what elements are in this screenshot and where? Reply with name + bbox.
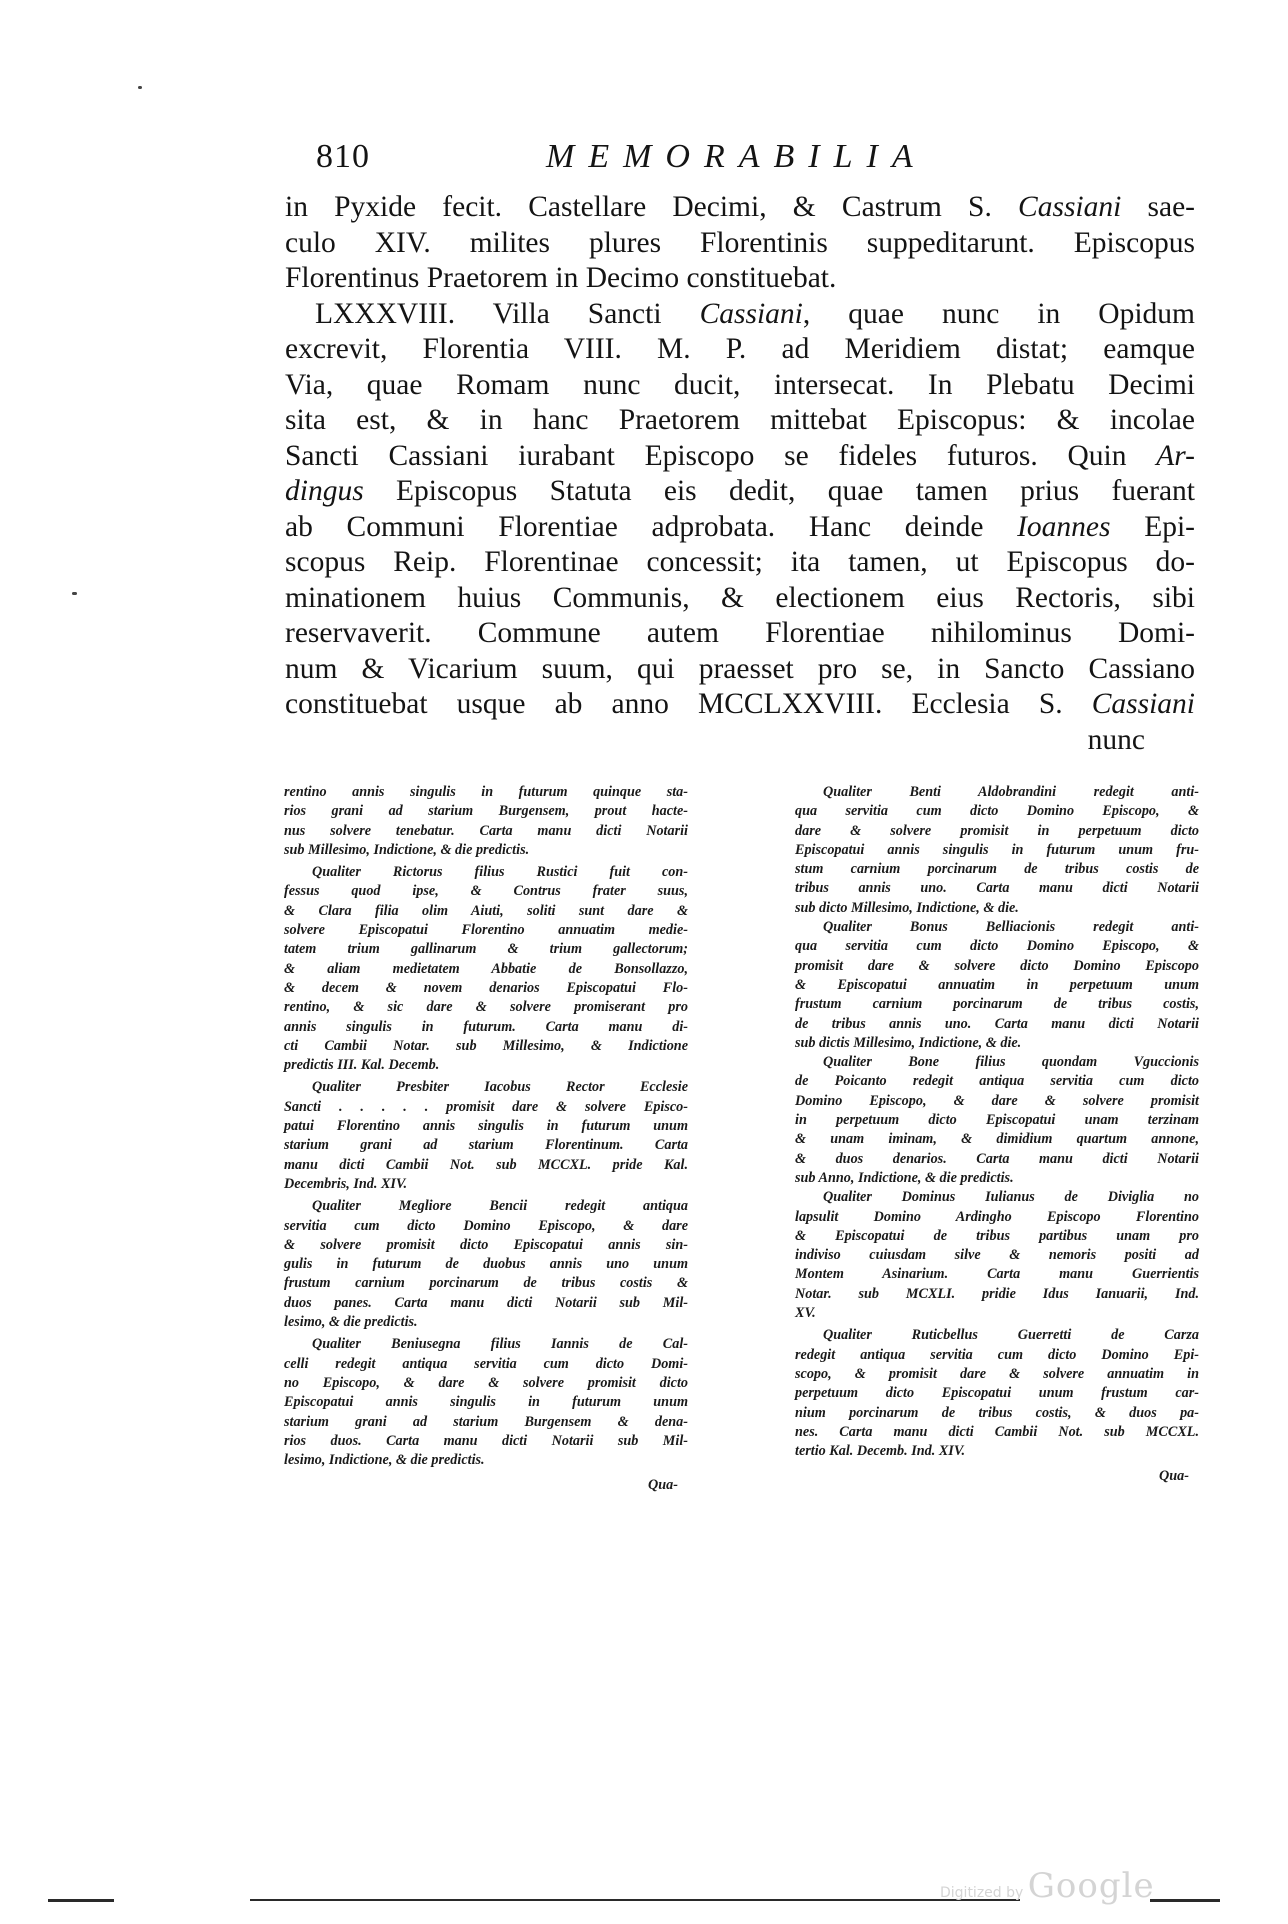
- footnote-line: Qualiter Presbiter Iacobus Rector Ecclesie: [312, 1079, 688, 1096]
- footnote-line: Qualiter Rictorus filius Rustici fuit con-: [312, 864, 688, 881]
- footnote-line: sub Millesimo, Indictione, & die predictis.: [284, 841, 530, 858]
- italic-name: Cassiani: [1018, 191, 1122, 223]
- footnote-line: Qualiter Bone filius quondam Vguccionis: [823, 1054, 1199, 1071]
- footnote-line: & duos denarios. Carta manu dicti Notarii: [795, 1150, 1199, 1167]
- watermark-prefix: Digitized by: [940, 1885, 1024, 1901]
- text-run: LXXXVIII. Villa Sancti: [315, 297, 700, 330]
- catchword: nunc: [1087, 723, 1145, 756]
- footnote-line: rentino, & sic dare & solvere promiserant pro: [284, 999, 688, 1016]
- text-run: in Pyxide fecit. Castellare Decimi, & Castrum S.: [285, 191, 1019, 223]
- footnote-line: XV.: [795, 1305, 816, 1322]
- bottom-scan-edge: [48, 1899, 114, 1902]
- text-run: culo XIV. milites plures Florentinis suppeditarunt. Episcopus: [285, 226, 1195, 259]
- footnote-line: Sancti . . . . . promisit dare & solvere Episco-: [284, 1098, 688, 1115]
- footnote-line: Qualiter Dominus Iulianus de Diviglia no: [823, 1189, 1199, 1206]
- footnote-line: indiviso cuiusdam silve & nemoris positi ad: [795, 1247, 1199, 1264]
- text-run: Epi-: [1110, 510, 1195, 543]
- main-text-line: [285, 439, 1195, 475]
- footnote-line: sub dicto Millesimo, Indictione, & die.: [795, 899, 1019, 916]
- footnote-line: perpetuum dicto Episcopatui unum frustum car-: [795, 1385, 1199, 1402]
- footnote-line: Episcopatui annis singulis in futurum unum fru-: [795, 841, 1199, 858]
- footnote-line: Montem Asinarium. Carta manu Guerrientis: [795, 1266, 1199, 1283]
- footnote-line: rios duos. Carta manu dicti Notarii sub Mil-: [284, 1432, 688, 1449]
- footnote-line: nus solvere tenebatur. Carta manu dicti Notarii: [284, 822, 688, 839]
- italic-name: Ar-: [1156, 439, 1195, 472]
- text-run: reservaverit. Commune autem Florentiae nihilominus Domi-: [285, 617, 1195, 649]
- text-run: Florentinus Praetorem in Decimo constituebat.: [285, 262, 837, 294]
- paper-speck: [72, 592, 77, 595]
- running-title: MEMORABILIA: [546, 138, 927, 175]
- footnote-line: qua servitia cum dicto Domino Episcopo, &: [795, 803, 1199, 820]
- main-text-line: [285, 403, 1195, 439]
- italic-name: Ioannes: [1017, 510, 1111, 543]
- text-run: , quae nunc in Opidum: [802, 297, 1195, 330]
- footnote-line: & decem & novem denarios Episcopatui Flo-: [284, 979, 688, 996]
- footnote-line: & unam iminam, & dimidium quartum annone,: [795, 1131, 1199, 1148]
- footnote-line: de Poicanto redegit antiqua servitia cum dicto: [795, 1073, 1199, 1090]
- text-run: num & Vicarium suum, qui praesset pro se, in Sancto Cassiano: [285, 652, 1195, 685]
- main-text-line: [285, 368, 1195, 404]
- footnote-line: & solvere promisit dicto Episcopatui annis sin-: [284, 1236, 688, 1253]
- footnote-line: Notar. sub MCXLI. pridie Idus Ianuarii, Ind.: [795, 1285, 1199, 1302]
- digitized-watermark: [940, 1866, 1155, 1906]
- footnote-line: predictis III. Kal. Decemb.: [284, 1057, 440, 1074]
- main-text-line: [285, 545, 1195, 581]
- footnote-line: rios grani ad starium Burgensem, prout hacte-: [284, 803, 688, 820]
- footnote-line: sub Anno, Indictione, & die predictis.: [795, 1169, 1014, 1186]
- footnote-line: tatem trium gallinarum & trium gallectorum;: [284, 941, 688, 958]
- footnote-line: dare & solvere promisit in perpetuum dicto: [795, 822, 1199, 839]
- text-run: excrevit, Florentia VIII. M. P. ad Meridiem distat; eamque: [285, 333, 1195, 365]
- text-run: sae-: [1121, 191, 1195, 223]
- footnote-line: nium porcinarum de tribus costis, & duos pa-: [795, 1404, 1199, 1421]
- main-text-line: [285, 190, 1195, 226]
- footnote-line: no Episcopo, & dare & solvere promisit dicto: [284, 1374, 688, 1391]
- footnote-line: annis singulis in futurum. Carta manu di-: [284, 1018, 688, 1035]
- footnote-line: redegit antiqua servitia cum dicto Domino Epi-: [795, 1346, 1199, 1363]
- paper-speck: [138, 86, 142, 89]
- footnote-line: servitia cum dicto Domino Episcopo, & dare: [284, 1217, 688, 1234]
- main-text-line: [285, 616, 1195, 652]
- footnote-line: promisit dare & solvere dicto Domino Episcopo: [795, 957, 1199, 974]
- footnote-line: scopo, & promisit dare & solvere annuatim in: [795, 1365, 1199, 1382]
- main-text-line: [285, 474, 1195, 510]
- footnote-catchword: Qua-: [648, 1477, 678, 1494]
- bottom-scan-edge: [1150, 1899, 1220, 1902]
- footnote-line: & Clara filia olim Aiuti, soliti sunt dare &: [284, 902, 688, 919]
- footnote-line: Episcopatui annis singulis in futurum unum: [284, 1394, 688, 1411]
- footnote-line: celli redegit antiqua servitia cum dicto Domi-: [284, 1355, 688, 1372]
- footnote-line: de tribus annis uno. Carta manu dicti Notarii: [795, 1015, 1199, 1032]
- main-text-line: [285, 332, 1195, 368]
- text-run: sita est, & in hanc Praetorem mittebat Episcopus: & incolae: [285, 404, 1195, 436]
- footnote-line: Decembris, Ind. XIV.: [284, 1175, 408, 1192]
- footnote-line: sub dictis Millesimo, Indictione, & die.: [795, 1034, 1022, 1051]
- watermark-brand: Google: [1027, 1866, 1155, 1906]
- main-text-line: [285, 687, 1195, 723]
- footnote-line: Qualiter Megliore Bencii redegit antiqua: [312, 1198, 688, 1215]
- footnote-line: Qualiter Ruticbellus Guerretti de Carza: [823, 1327, 1199, 1344]
- footnote-line: & Episcopatui annuatim in perpetuum unum: [795, 976, 1199, 993]
- footnote-line: frustum carnium porcinarum de tribus costis &: [284, 1275, 688, 1292]
- footnote-line: & aliam medietatem Abbatie de Bonsollazzo,: [284, 960, 688, 977]
- page-number: 810: [316, 138, 370, 175]
- footnote-line: tertio Kal. Decemb. Ind. XIV.: [795, 1443, 965, 1460]
- text-run: constituebat usque ab anno MCCLXXVIII. Ecclesia S.: [285, 688, 1092, 720]
- main-text-line: [285, 652, 1195, 688]
- footnote-line: in perpetuum dicto Episcopatui unam terzinam: [795, 1112, 1199, 1129]
- main-text-line: [285, 510, 1195, 546]
- italic-name: Cassiani: [1091, 688, 1195, 720]
- main-text: [285, 190, 1195, 758]
- page-header: [316, 138, 1146, 182]
- footnote-line: rentino annis singulis in futurum quinque sta-: [284, 784, 688, 800]
- footnote-line: frustum carnium porcinarum de tribus costis,: [795, 996, 1199, 1013]
- footnote-line: gulis in futurum de duobus annis uno unum: [284, 1256, 688, 1273]
- main-text-line: [285, 581, 1195, 617]
- footnote-column-left: [284, 783, 688, 1496]
- footnote-line: nes. Carta manu dicti Cambii Not. sub MCCXL.: [795, 1423, 1199, 1440]
- footnote-line: duos panes. Carta manu dicti Notarii sub Mil-: [284, 1294, 688, 1311]
- footnote-line: Qualiter Beniusegna filius Iannis de Cal-: [312, 1336, 688, 1353]
- footnote-line: & Episcopatui de tribus partibus unam pro: [795, 1227, 1199, 1244]
- footnote-line: manu dicti Cambii Not. sub MCCXL. pride Kal.: [284, 1156, 688, 1173]
- footnote-line: qua servitia cum dicto Domino Episcopo, &: [795, 938, 1199, 955]
- text-run: Via, quae Romam nunc ducit, intersecat. In Plebatu Decimi: [285, 368, 1195, 401]
- footnote-line: Qualiter Benti Aldobrandini redegit anti-: [823, 784, 1199, 800]
- footnote-line: Domino Episcopo, & dare & solvere promisit: [795, 1092, 1199, 1109]
- footnote-column-right: [795, 783, 1199, 1487]
- text-run: Sancti Cassiani iurabant Episcopo se fideles futuros. Quin: [285, 439, 1157, 472]
- text-run: scopus Reip. Florentinae concessit; ita tamen, ut Episcopus do-: [285, 546, 1195, 578]
- footnote-line: lesimo, Indictione, & die predictis.: [284, 1452, 485, 1469]
- text-run: Episcopus Statuta eis dedit, quae tamen prius fuerant: [363, 475, 1195, 507]
- italic-name: Cassiani: [699, 297, 803, 330]
- main-text-line: [285, 297, 1195, 333]
- footnote-line: lapsulit Domino Ardingho Episcopo Florentino: [795, 1208, 1199, 1225]
- text-run: ab Communi Florentiae adprobata. Hanc deinde: [285, 510, 1018, 543]
- footnote-line: patui Florentino annis singulis in futurum unum: [284, 1118, 688, 1135]
- footnote-line: starium grani ad starium Florentinum. Carta: [284, 1137, 688, 1154]
- bottom-scan-edge: [250, 1899, 1020, 1901]
- footnote-catchword: Qua-: [1159, 1468, 1189, 1485]
- footnote-line: Qualiter Bonus Belliacionis redegit anti-: [823, 919, 1199, 936]
- main-text-line: [285, 261, 1195, 297]
- footnote-line: stum carnium porcinarum de tribus costis de: [795, 861, 1199, 878]
- text-run: minationem huius Communis, & electionem eius Rectoris, sibi: [285, 581, 1195, 614]
- footnote-line: tribus annis uno. Carta manu dicti Notarii: [795, 880, 1199, 897]
- footnote-line: solvere Episcopatui Florentino annuatim medie-: [284, 922, 688, 939]
- footnote-line: cti Cambii Notar. sub Millesimo, & Indictione: [284, 1037, 688, 1054]
- footnote-line: lesimo, & die predictis.: [284, 1314, 418, 1331]
- footnote-line: starium grani ad starium Burgensem & dena-: [284, 1413, 688, 1430]
- italic-name: dingus: [285, 475, 364, 507]
- main-text-line: [285, 226, 1195, 262]
- footnote-line: fessus quod ipse, & Contrus frater suus,: [284, 883, 688, 900]
